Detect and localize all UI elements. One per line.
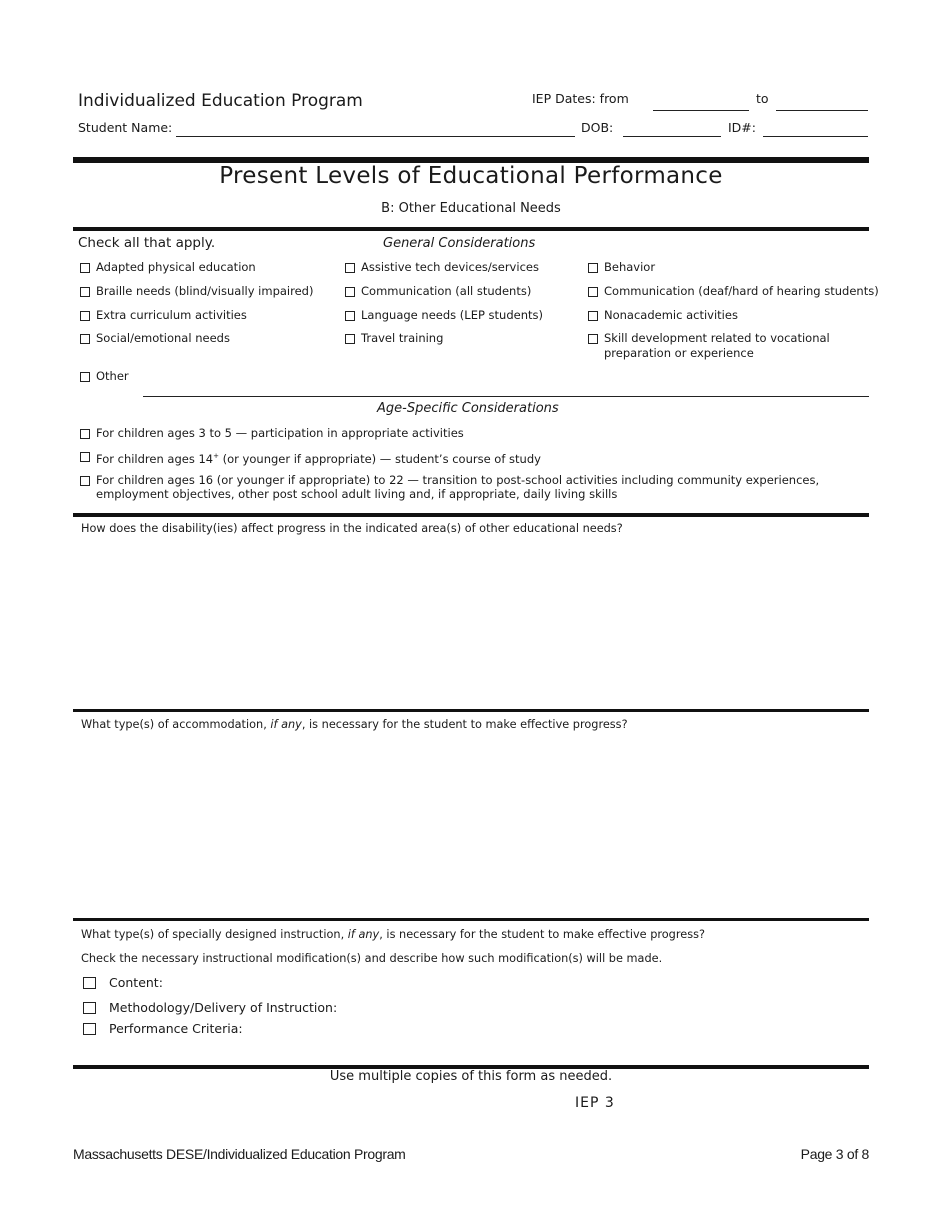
label-nonacademic: Nonacademic activities (604, 308, 738, 322)
checkbox-travel-training[interactable] (345, 334, 355, 344)
checkbox-extra-curriculum[interactable] (80, 311, 90, 321)
student-name-field[interactable] (176, 136, 575, 137)
other-field[interactable] (143, 396, 869, 397)
dob-label: DOB: (581, 120, 614, 135)
answer-disability-progress[interactable] (73, 540, 869, 706)
checkbox-behavior[interactable] (588, 263, 598, 273)
q2-emphasis: if any (270, 718, 302, 731)
general-considerations-heading: General Considerations (383, 236, 536, 251)
id-label: ID#: (728, 120, 756, 135)
id-field[interactable] (763, 136, 868, 137)
label-methodology: Methodology/Delivery of Instruction: (109, 1000, 338, 1015)
checkbox-other[interactable] (80, 372, 90, 382)
checkbox-performance-criteria[interactable] (83, 1023, 96, 1035)
checkbox-content[interactable] (83, 977, 96, 989)
checkbox-methodology[interactable] (83, 1002, 96, 1014)
checkbox-assistive-tech[interactable] (345, 263, 355, 273)
label-communication-deaf: Communication (deaf/hard of hearing students) (604, 284, 879, 298)
section-subtitle: B: Other Educational Needs (381, 201, 561, 216)
q3-emphasis: if any (347, 928, 380, 941)
q3-text-rest: , is necessary for the student to make effective progress? (379, 928, 705, 941)
checkbox-language-needs[interactable] (345, 311, 355, 321)
section-title: Present Levels of Educational Performance (219, 163, 723, 189)
student-name-label: Student Name: (78, 120, 173, 135)
page-number: Page 3 of 8 (800, 1146, 869, 1162)
checkbox-ages-3-5[interactable] (80, 429, 90, 439)
label-ages-3-5: For children ages 3 to 5 — participation in appropriate activities (96, 426, 464, 440)
q2-divider (73, 918, 869, 921)
label-assistive-tech: Assistive tech devices/services (361, 260, 539, 274)
q2-text: What type(s) of accommodation, (81, 718, 271, 731)
check-all-label: Check all that apply. (78, 235, 216, 251)
label-adapted-physical-education: Adapted physical education (96, 260, 256, 274)
checkbox-adapted-physical-education[interactable] (80, 263, 90, 273)
question-disability-progress: How does the disability(ies) affect progress in the indicated area(s) of other educational needs? (81, 522, 623, 535)
label-skill-development: Skill development related to vocational preparation or experience (604, 331, 830, 360)
dob-field[interactable] (623, 136, 721, 137)
ages-14-text-rest: (or younger if appropriate) — student’s course of study (219, 451, 541, 466)
iep-dates-label: IEP Dates: from (532, 91, 629, 106)
instruction-modifications: Check the necessary instructional modification(s) and describe how such modification(s) will be made. (81, 952, 663, 965)
checkbox-braille-needs[interactable] (80, 287, 90, 297)
label-other: Other (96, 369, 129, 383)
answer-accommodation[interactable] (73, 736, 869, 916)
label-performance-criteria: Performance Criteria: (109, 1021, 243, 1036)
question-accommodation (81, 717, 628, 732)
iep-dates-to-label: to (756, 91, 769, 106)
label-travel-training: Travel training (361, 331, 444, 345)
label-behavior: Behavior (604, 260, 656, 274)
ages-14-superscript: + (213, 452, 219, 460)
checkbox-communication-all[interactable] (345, 287, 355, 297)
checkbox-social-emotional[interactable] (80, 334, 90, 344)
form-code: IEP 3 (575, 1095, 615, 1111)
q3-text: What type(s) of specially designed instruction, (81, 928, 348, 941)
checkbox-communication-deaf[interactable] (588, 287, 598, 297)
section-divider (73, 227, 869, 231)
age-divider (73, 513, 869, 517)
checkbox-ages-16-22[interactable] (80, 476, 90, 486)
checkbox-ages-14[interactable] (80, 452, 90, 462)
question-specially-designed-instruction (81, 927, 705, 942)
q2-text-rest: , is necessary for the student to make effective progress? (301, 718, 628, 731)
label-ages-16-22: For children ages 16 (or younger if appropriate) to 22 — transition to post-school activities including community experiences, employment objectives, other post school adult living and, if appropriate, daily living skills (96, 473, 820, 501)
iep-date-to-field[interactable] (776, 110, 868, 111)
footer-note: Use multiple copies of this form as needed. (329, 1069, 613, 1084)
ages-14-text: For children ages 14 (96, 451, 214, 466)
label-communication-all: Communication (all students) (361, 284, 532, 298)
q1-divider (73, 709, 869, 712)
label-braille-needs: Braille needs (blind/visually impaired) (96, 284, 314, 298)
label-ages-14 (96, 449, 541, 467)
label-extra-curriculum: Extra curriculum activities (96, 308, 247, 322)
footer-left: Massachusetts DESE/Individualized Education Program (73, 1146, 406, 1162)
checkbox-skill-development[interactable] (588, 334, 598, 344)
label-social-emotional: Social/emotional needs (96, 331, 230, 345)
label-content: Content: (109, 975, 163, 990)
form-title: Individualized Education Program (78, 91, 363, 111)
checkbox-nonacademic[interactable] (588, 311, 598, 321)
label-language-needs: Language needs (LEP students) (361, 308, 543, 322)
iep-date-from-field[interactable] (653, 110, 749, 111)
age-specific-heading: Age-Specific Considerations (377, 401, 559, 416)
